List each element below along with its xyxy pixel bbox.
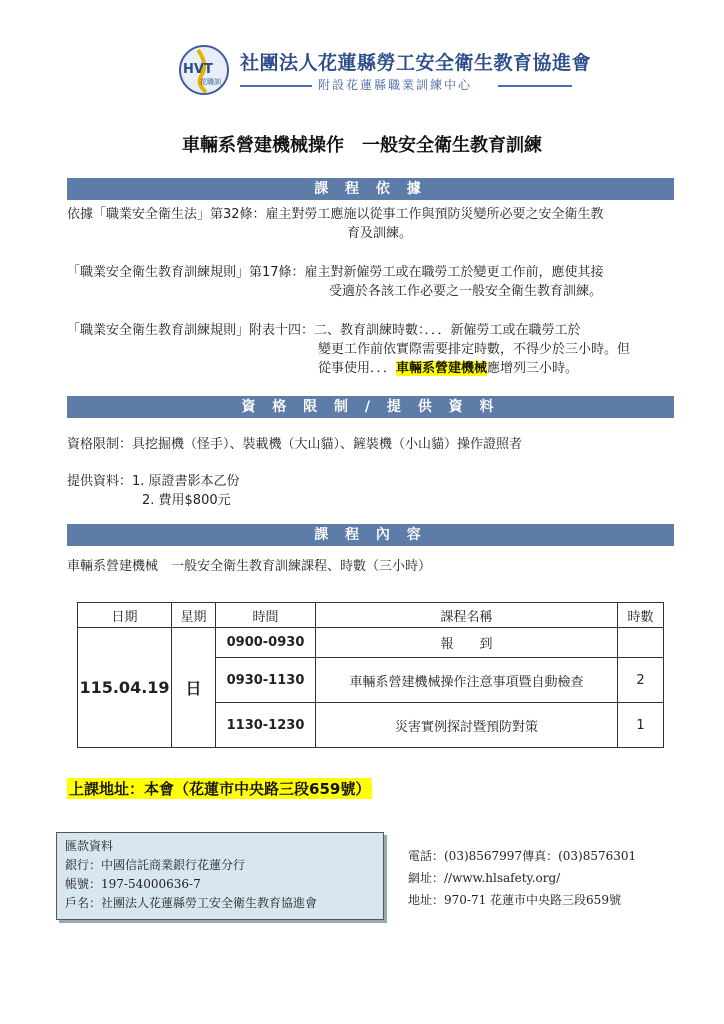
account-holder: 戶名：社團法人花蓮縣勞工安全衛生教育協進會 [65, 896, 318, 910]
header-course: 課程名稱 [316, 603, 618, 628]
org-subtitle: 附設花蓮縣職業訓練中心 [318, 78, 473, 92]
hours-cell [618, 628, 664, 658]
basis-paragraph-1 [67, 205, 604, 243]
bank-account: 帳號：197-54000636-7 [65, 877, 201, 891]
weekday-cell: 日 [172, 628, 216, 748]
qualification-line: 資格限制：具挖掘機（怪手）、裝載機（大山貓）、鏟裝機（小山貓）操作證照者 [67, 437, 523, 452]
header-date: 日期 [78, 603, 172, 628]
basis-p3-line1: 「職業安全衛生教育訓練規則」附表十四：二、教育訓練時數：．．．新僱勞工或在職勞工於 [67, 323, 581, 338]
header-weekday: 星期 [172, 603, 216, 628]
contact-phone: 電話：(03)8567997傳真：(03)8576301 [408, 849, 637, 863]
divider [240, 85, 312, 87]
header-hours: 時數 [618, 603, 664, 628]
bank-name: 銀行：中國信託商業銀行花蓮分行 [65, 858, 246, 872]
course-cell: 車輛系營建機械操作注意事項暨自動檢查 [316, 658, 618, 703]
basis-p3-line2: 變更工作前依實際需要排定時數，不得少於三小時。但 [318, 342, 631, 357]
hours-cell: 1 [618, 703, 664, 748]
date-cell: 115.04.19 [78, 628, 172, 748]
time-cell: 0930-1130 [216, 658, 316, 703]
basis-p2-line1: 「職業安全衛生教育訓練規則」第17條：雇主對新僱勞工或在職勞工於變更工作前，應使其接 [67, 265, 604, 280]
course-cell: 報 到 [316, 628, 618, 658]
time-cell: 1130-1230 [216, 703, 316, 748]
contact-address: 地址：970-71 花蓮市中央路三段659號 [408, 893, 621, 907]
section-header-qualification: 資 格 限 制 / 提 供 資 料 [67, 396, 674, 418]
logo-subtext: 花職訓 [200, 78, 221, 86]
table-row [78, 628, 664, 658]
bank-info-box [56, 832, 384, 920]
hours-cell: 2 [618, 658, 664, 703]
header-time: 時間 [216, 603, 316, 628]
provide-label: 提供資料：1. [67, 474, 145, 489]
table-header-row [78, 603, 664, 628]
time-cell: 0900-0930 [216, 628, 316, 658]
section-header-content: 課 程 內 容 [67, 524, 674, 546]
section-header-basis: 課 程 依 據 [67, 178, 674, 200]
content-summary: 車輛系營建機械 一般安全衛生教育訓練課程、時數（三小時） [67, 559, 432, 574]
contact-website[interactable]: 網址：//www.hlsafety.org/ [408, 871, 561, 885]
basis-p3-line3-post: 應增列三小時。 [487, 361, 579, 376]
highlighted-term: 車輛系營建機械 [396, 361, 488, 376]
basis-p2-line2: 受適於各該工作必要之一般安全衛生教育訓練。 [329, 284, 603, 299]
provide-item-1: 原證書影本乙份 [148, 474, 240, 489]
course-cell: 災害實例探討暨預防對策 [316, 703, 618, 748]
provide-materials [67, 472, 240, 510]
basis-p3-line3-pre: 從事使用．．． [318, 361, 397, 376]
document-title: 車輛系營建機械操作 一般安全衛生教育訓練 [182, 135, 542, 156]
class-address: 上課地址：本會（花蓮市中央路三段659號） [69, 780, 371, 798]
basis-p3-line3 [67, 359, 630, 378]
basis-paragraph-3 [67, 321, 630, 378]
logo-text: HVT [183, 62, 213, 77]
basis-p1-line1: 依據「職業安全衛生法」第32條：雇主對勞工應施以從事工作與預防災變所必要之安全衛生教 [67, 207, 604, 222]
schedule-table [77, 602, 664, 748]
bank-title: 匯款資料 [65, 839, 114, 853]
divider [498, 85, 572, 87]
logo [178, 44, 230, 96]
org-name: 社團法人花蓮縣勞工安全衛生教育協進會 [240, 52, 592, 74]
provide-item-2: 2. 費用$800元 [142, 493, 231, 508]
contact-info [408, 845, 636, 911]
basis-p1-line2: 育及訓練。 [347, 226, 413, 241]
basis-paragraph-2 [67, 263, 604, 301]
